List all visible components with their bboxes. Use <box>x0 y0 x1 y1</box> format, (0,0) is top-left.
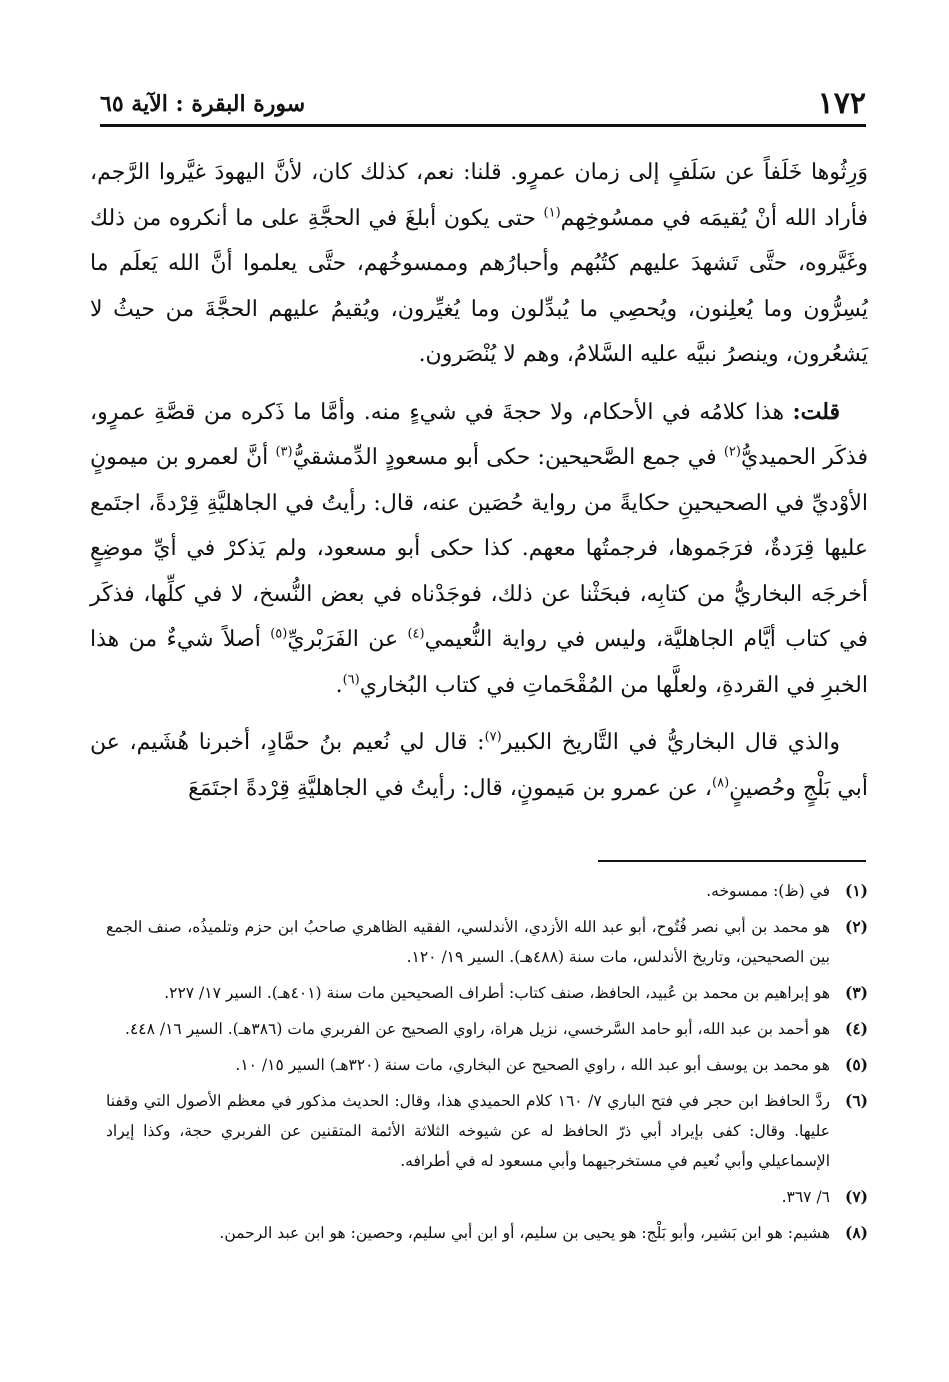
footnote-text: هو أحمد بن عبد الله، أبو حامد السَّرخسي، نزيل هراة، راوي الصحيح عن الفربري مات (٣٨٦هـ). السير ١٦/ ٤٤٨. <box>125 1020 830 1038</box>
footnote-number: (٣) <box>844 983 868 1002</box>
footnote-text: هو إبراهيم بن محمد بن عُبيد، الحافظ، صنف كتاب: أطراف الصحيحين مات سنة (٤٠١هـ). السير ١٧/ ٢٢٧. <box>164 984 830 1002</box>
footnote-item <box>106 912 868 972</box>
header-divider <box>100 124 866 127</box>
footnote-number: (٤) <box>844 1019 868 1038</box>
footnote-divider <box>598 860 866 862</box>
footnote-ref-4[interactable]: (٤) <box>407 626 425 642</box>
footnotes <box>106 876 868 1254</box>
footnote-number: (٥) <box>844 1055 868 1074</box>
footnote-number: (١) <box>844 881 868 900</box>
footnote-item <box>106 1182 868 1212</box>
footnote-ref-8[interactable]: (٨) <box>712 775 730 791</box>
footnote-ref-6[interactable]: (٦) <box>342 672 360 688</box>
footnote-ref-3[interactable]: (٣) <box>275 444 293 460</box>
footnote-item <box>106 1086 868 1176</box>
footnote-number: (٨) <box>844 1223 868 1242</box>
paragraph-3: والذي قال البخاريُّ في التَّاريخ الكبير$^{(٧)}$: قال لي نُعيم بنُ حمَّادٍ، أخبرنا هُشَيم، عن أبي بَلْجٍ وحُصينٍ$^{(٨)}$، عن عمرو بن مَيمونٍ، قال: رأيتُ في الجاهليَّةِ قِرْدةً اجتَمَعَ <box>90 729 868 801</box>
footnote-text: هو محمد بن يوسف أبو عبد الله ، راوي الصحيح عن البخاري، مات سنة (٣٢٠هـ) السير ١٥/ ١٠. <box>235 1056 830 1074</box>
footnote-ref-5[interactable]: (٥) <box>270 626 288 642</box>
footnote-item <box>106 978 868 1008</box>
footnote-number: (٧) <box>844 1187 868 1206</box>
footnote-number: (٢) <box>844 917 868 936</box>
footnote-ref-1[interactable]: (١) <box>543 205 561 221</box>
footnote-text: ردَّ الحافظ ابن حجر في فتح الباري ٧/ ١٦٠ كلام الحميدي هذا، وقال: الحديث مذكور في معظم الأصول التي وقفنا عليها. وقال: كفى بإيراد أبي ذرّ الحافظ له عن شيوخه الثلاثة الأئمة المتقنين عن الفربري حجة، وكذا إيراد الإسماعيلي وأبي نُعيم في مستخرجيهما وأبي مسعود له في أطرافه. <box>106 1092 830 1170</box>
footnote-item <box>106 1050 868 1080</box>
footnote-text: ٦/ ٣٦٧. <box>781 1188 830 1206</box>
qult-label: قلت: <box>792 398 840 425</box>
footnote-text: في (ظ): ممسوخه. <box>706 882 830 900</box>
footnote-item <box>106 1218 868 1248</box>
footnote-ref-2[interactable]: (٢) <box>723 444 741 460</box>
paragraph-2: قلت: هذا كلامُه في الأحكام، ولا حجةَ في شيءٍ منه. وأمَّا ما ذَكره من قصَّةِ عمرٍو، فذكَر الحميديُّ$^{(٢)}$ في جمع الصَّحيحين: حكى أبو مسعودٍ الدِّمشقيُّ$^{(٣)}$ أنَّ لعمرو بن ميمونٍ الأوْديِّ في الصحيحينِ حكايةً من رواية حُصَين عنه، قال: رأيتُ في الجاهليَّةِ قِرْدةً، اجتَمع عليها قِرَدةٌ، فرَجَموها، فرجمتُها معهم. كذا حكى أبو مسعود، ولم يَذكرْ في أيِّ موضِعٍ أخرجَه البخاريُّ من كتابِه، فبحَثْنا عن ذلك، فوجَدْناه في بعض النُّسخ، لا في كلِّها، فذكَر في كتاب أيَّام الجاهليَّة، وليس في رواية النُّعيمي$^{(٤)}$ عن الفَرَبْريِّ$^{(٥)}$ أصلاً شيءٌ من هذا الخبرِ في القردةِ، ولعلَّها من المُقْحَماتِ في كتاب البُخاري$^{(٦)}$. <box>90 398 868 698</box>
paragraph-1: وَرِثُوها خَلَفاً عن سَلَفٍ إلى زمان عمرٍو. قلنا: نعم، كذلك كان، لأنَّ اليهودَ غيَّروا الرَّجم، فأراد الله أنْ يُقيمَه في ممسُوخِهم$^{(١)}$ حتى يكون أبلغَ في الحجَّةِ على ما أنكروه من ذلك وغَيَّروه، حتَّى تَشهدَ عليهم كتُبُهم وأحبارُهم وممسوخُهم، حتَّى يعلموا أنَّ الله يَعلَم ما يُسِرُّون وما يُعلِنون، ويُحصِي ما يُبدِّلون وما يُغيِّرون، ويُقيمُ عليهم الحجَّةَ من حيثُ لا يَشعُرون، وينصرُ نبيَّه عليه السَّلامُ، وهم لا يُنْصَرون. <box>90 160 869 367</box>
footnote-text: هو محمد بن أبي نصر فُتُوح، أبو عبد الله الأزدي، الأندلسي، الفقيه الظاهري صاحبُ ابن حزم وتلميذُه، صنف الجمع بين الصحيحين، وتاريخ الأندلس، مات سنة (٤٨٨هـ). السير ١٩/ ١٢٠. <box>106 918 830 966</box>
running-title: سورة البقرة : الآية ٦٥ <box>100 91 306 117</box>
page-number: ١٧٢ <box>817 86 866 121</box>
footnote-number: (٦) <box>844 1091 868 1110</box>
main-text <box>90 150 868 811</box>
footnote-ref-7[interactable]: (٧) <box>484 729 502 745</box>
footnote-item <box>106 876 868 906</box>
page-header <box>100 80 866 124</box>
footnote-text: هشيم: هو ابن بَشير، وأبو بَلْج: هو يحيى بن سليم، أو ابن أبي سليم، وحصين: هو ابن عبد الرحمن. <box>219 1224 830 1242</box>
footnote-item <box>106 1014 868 1044</box>
